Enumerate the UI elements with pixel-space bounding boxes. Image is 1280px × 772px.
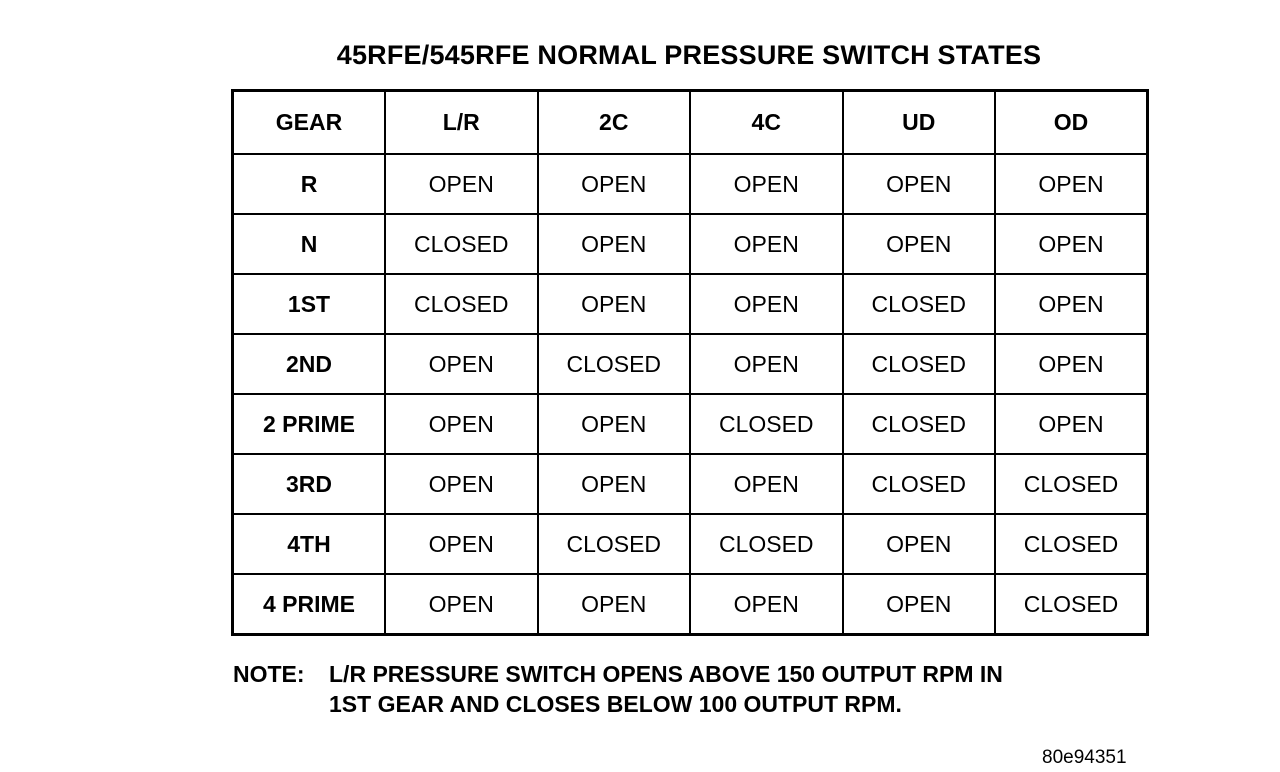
note-line-2: 1ST GEAR AND CLOSES BELOW 100 OUTPUT RPM. <box>329 691 902 717</box>
table-body <box>233 154 1148 635</box>
switch-state-cell: OPEN <box>690 214 843 274</box>
switch-state-cell: CLOSED <box>385 274 538 334</box>
switch-state-cell: OPEN <box>995 154 1148 214</box>
table-header-row <box>233 91 1148 155</box>
switch-state-cell: OPEN <box>538 574 691 635</box>
figure-id: 80e94351 <box>1042 747 1127 768</box>
gear-cell: 2ND <box>233 334 386 394</box>
table-row <box>233 514 1148 574</box>
switch-state-cell: OPEN <box>538 454 691 514</box>
note <box>233 659 1149 719</box>
gear-cell: 1ST <box>233 274 386 334</box>
switch-state-cell: CLOSED <box>843 274 996 334</box>
table-row <box>233 154 1148 214</box>
column-header-gear: GEAR <box>233 91 386 155</box>
switch-state-cell: OPEN <box>385 514 538 574</box>
table-row <box>233 334 1148 394</box>
gear-cell: 2 PRIME <box>233 394 386 454</box>
switch-state-cell: CLOSED <box>995 514 1148 574</box>
switch-state-cell: CLOSED <box>843 394 996 454</box>
switch-state-cell: OPEN <box>995 334 1148 394</box>
gear-cell: 3RD <box>233 454 386 514</box>
table-row <box>233 274 1148 334</box>
switch-state-cell: OPEN <box>995 214 1148 274</box>
switch-state-cell: CLOSED <box>843 454 996 514</box>
switch-state-cell: CLOSED <box>690 394 843 454</box>
table-row <box>233 454 1148 514</box>
gear-cell: 4 PRIME <box>233 574 386 635</box>
column-header-2c: 2C <box>538 91 691 155</box>
note-label: NOTE: <box>233 661 305 687</box>
switch-state-cell: OPEN <box>690 274 843 334</box>
gear-cell: R <box>233 154 386 214</box>
switch-state-cell: OPEN <box>843 514 996 574</box>
column-header-od: OD <box>995 91 1148 155</box>
switch-state-cell: CLOSED <box>843 334 996 394</box>
switch-state-cell: CLOSED <box>995 574 1148 635</box>
switch-state-cell: OPEN <box>538 214 691 274</box>
note-line-1: L/R PRESSURE SWITCH OPENS ABOVE 150 OUTPUT RPM IN <box>329 661 1003 687</box>
switch-state-cell: OPEN <box>385 574 538 635</box>
switch-state-cell: CLOSED <box>538 334 691 394</box>
switch-state-cell: OPEN <box>538 394 691 454</box>
switch-state-cell: CLOSED <box>995 454 1148 514</box>
column-header-ud: UD <box>843 91 996 155</box>
switch-state-cell: OPEN <box>385 394 538 454</box>
switch-state-cell: OPEN <box>385 334 538 394</box>
switch-state-cell: OPEN <box>843 214 996 274</box>
note-text <box>329 659 1149 719</box>
switch-state-cell: OPEN <box>385 454 538 514</box>
pressure-switch-table <box>231 89 1149 636</box>
switch-state-cell: OPEN <box>690 454 843 514</box>
switch-state-cell: OPEN <box>690 334 843 394</box>
switch-state-cell: CLOSED <box>538 514 691 574</box>
gear-cell: 4TH <box>233 514 386 574</box>
gear-cell: N <box>233 214 386 274</box>
table-row <box>233 394 1148 454</box>
switch-state-cell: OPEN <box>995 274 1148 334</box>
table-row <box>233 214 1148 274</box>
switch-state-cell: CLOSED <box>385 214 538 274</box>
switch-state-cell: OPEN <box>385 154 538 214</box>
page-title: 45RFE/545RFE NORMAL PRESSURE SWITCH STATES <box>336 40 1042 70</box>
switch-state-cell: OPEN <box>843 574 996 635</box>
column-header-4c: 4C <box>690 91 843 155</box>
switch-state-cell: OPEN <box>690 154 843 214</box>
switch-state-cell: OPEN <box>843 154 996 214</box>
switch-state-cell: OPEN <box>538 274 691 334</box>
switch-state-cell: OPEN <box>690 574 843 635</box>
switch-state-cell: OPEN <box>995 394 1148 454</box>
column-header-lr: L/R <box>385 91 538 155</box>
table-row <box>233 574 1148 635</box>
switch-state-cell: CLOSED <box>690 514 843 574</box>
switch-state-cell: OPEN <box>538 154 691 214</box>
